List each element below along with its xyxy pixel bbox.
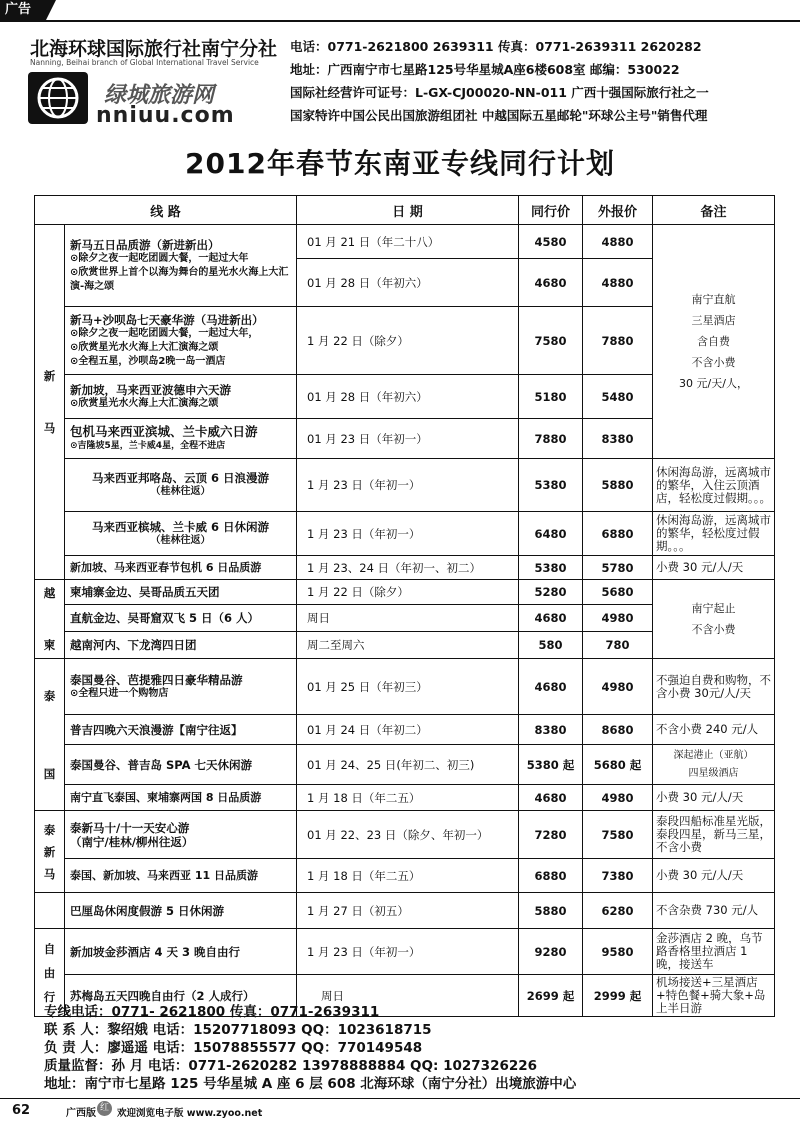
route-cell: 新加坡金莎酒店 4 天 3 晚自由行 [65,929,297,975]
footer-hotline: 专线电话：0771- 2621800 传真：0771-2639311 [44,1004,380,1020]
peer-price-cell: 7280 [519,811,583,859]
date-cell: 01 月 23 日（年初一） [297,419,519,459]
date-cell: 01 月 28 日（年初六） [297,259,519,307]
peer-price-cell: 580 [519,631,583,658]
agency-name: 北海环球国际旅行社南宁分社 [30,38,278,60]
date-cell: 1 月 22 日（除夕） [297,307,519,375]
retail-price-cell: 4980 [583,659,653,715]
page-title: 2012年春节东南亚专线同行计划 [185,147,615,180]
table-row [35,785,775,811]
route-cell: 苏梅岛五天四晚自由行（2 人成行） [65,975,297,1017]
remark-cell: 不含杂费 730 元/人 [653,893,775,929]
route-cell: 包机马来西亚滨城、兰卡威六日游 ⊙吉隆坡5星，兰卡威4星，全程不进店 [65,419,297,459]
route-cell: 马来西亚槟城、兰卡威 6 日休闲游 （桂林往返） [65,512,297,556]
date-cell: 1 月 22 日（除夕） [297,580,519,605]
page-number: 62 [12,1103,31,1118]
retail-price-cell: 8680 [583,715,653,745]
route-cell: 柬埔寨金边、吴哥品质五天团 [65,580,297,605]
website-link[interactable]: 欢迎浏览电子版 www.zyoo.net [117,1108,263,1119]
license-number: 国际社经营许可证号：L-GX-CJ00020-NN-011 广西十强国际旅行社之一 [290,85,709,100]
remark-cell: 机场接送+三星酒店+特色餐+骑大象+岛上半日游 [653,975,775,1017]
date-cell: 1 月 18 日（年二五） [297,785,519,811]
date-cell: 周日 [297,604,519,631]
retail-price-cell: 2999 起 [583,975,653,1017]
table-row [35,556,775,580]
route-cell: 巴厘岛休闲度假游 5 日休闲游 [65,893,297,929]
retail-price-cell: 5480 [583,375,653,419]
date-cell: 周二至周六 [297,631,519,658]
top-rule [0,20,800,22]
footer-address: 地址：南宁市七星路 125 号华星城 A 座 6 层 608 北海环球（南宁分社）出境旅游中心 [44,1076,577,1092]
peer-price-cell: 5880 [519,893,583,929]
header-peer-price: 同行价 [519,196,583,225]
table-row [35,459,775,512]
header-retail-price: 外报价 [583,196,653,225]
peer-price-cell: 4580 [519,225,583,259]
route-cell: 新加坡，马来西亚波德申六天游 ⊙欣赏星光水火海上大汇演海之颂 [65,375,297,419]
peer-price-cell: 5180 [519,375,583,419]
retail-price-cell: 4980 [583,785,653,811]
retail-price-cell: 4880 [583,259,653,307]
category-ziyouxing: 自 由 行 [35,929,65,1017]
route-cell: 马来西亚邦咯岛、云顶 6 日浪漫游 （桂林往返） [65,459,297,512]
peer-price-cell: 5380 [519,556,583,580]
table-row [35,929,775,975]
date-cell: 01 月 28 日（年初六） [297,375,519,419]
route-cell: 泰新马十/十一天安心游 （南宁/桂林/柳州往返） [65,811,297,859]
remark-merged-yuejian: 南宁起止 不含小费 [653,580,775,659]
date-cell: 01 月 22、23 日（除夕、年初一） [297,811,519,859]
peer-price-cell: 7580 [519,307,583,375]
peer-price-cell: 5380 [519,459,583,512]
bottom-rule [0,1098,800,1099]
table-header-row [35,196,775,225]
peer-price-cell: 5380 起 [519,745,583,785]
table-row [35,512,775,556]
peer-price-cell: 9280 [519,929,583,975]
date-cell: 1 月 23 日（年初一） [297,512,519,556]
remark-cell: 不强迫自费和购物，不含小费 30元/人/天 [653,659,775,715]
remark-cell: 小费 30 元/人/天 [653,556,775,580]
peer-price-cell: 6880 [519,859,583,893]
category-tai: 泰 国 [35,659,65,811]
route-cell: 新马五日品质游（新进新出） ⊙除夕之夜一起吃团圆大餐，一起过大年 ⊙欣赏世界上首个以海为舞台的星光水火海上大汇演-海之颂 [65,225,297,307]
remark-merged-xinma: 南宁直航 三星酒店 含自费 不含小费 30 元/天/人， [653,225,775,459]
peer-price-cell: 8380 [519,715,583,745]
table-row [35,715,775,745]
retail-price-cell: 8380 [583,419,653,459]
peer-price-cell: 2699 起 [519,975,583,1017]
footer-quality-supervisor: 质量监督：孙 月 电话：0771-2620282 13978888884 QQ: 1027326226 [44,1058,538,1074]
retail-price-cell: 4880 [583,225,653,259]
footer-manager: 负 责 人：廖遥遥 电话：15078855577 QQ：770149548 [44,1040,423,1056]
route-cell: 直航金边、吴哥窟双飞 5 日（6 人） [65,604,297,631]
table-row [35,745,775,785]
route-cell: 南宁直飞泰国、柬埔寨两国 8 日品质游 [65,785,297,811]
tour-plan-table [34,195,775,1017]
category-yuejian: 越 柬 [35,580,65,659]
retail-price-cell: 5780 [583,556,653,580]
brand-url: nniuu.com [96,103,235,128]
date-cell: 1 月 27 日（初五） [297,893,519,929]
date-cell: 周日 [297,975,519,1017]
route-cell: 越南河内、下龙湾四日团 [65,631,297,658]
retail-price-cell: 6880 [583,512,653,556]
route-cell: 普吉四晚六天浪漫游【南宁往返】 [65,715,297,745]
globe-logo-icon [28,72,88,124]
remark-cell: 休闲海岛游，远离城市的繁华，入住云顶酒店，轻松度过假期。。。 [653,459,775,512]
peer-price-cell: 5280 [519,580,583,605]
retail-price-cell: 7380 [583,859,653,893]
date-cell: 01 月 24 日（年初二） [297,715,519,745]
header-date: 日 期 [297,196,519,225]
peer-price-cell: 4680 [519,785,583,811]
date-cell: 1 月 23、24 日（年初一、初二） [297,556,519,580]
brand-name: 绿城旅游网 [104,83,215,108]
remark-cell: 不含小费 240 元/人 [653,715,775,745]
retail-price-cell: 6280 [583,893,653,929]
date-cell: 1 月 23 日（年初一） [297,459,519,512]
footer-contact-person: 联 系 人：黎绍娥 电话：15207718093 QQ：1023618715 [44,1022,432,1038]
peer-price-cell: 4680 [519,259,583,307]
agency-credentials: 国家特许中国公民出国旅游组团社 中越国际五星邮轮"环球公主号"销售代理 [290,108,708,123]
category-empty [35,893,65,929]
agency-english-name: Nanning, Beihai branch of Global International Travel Service [30,58,259,67]
retail-price-cell: 7580 [583,811,653,859]
retail-price-cell: 4980 [583,604,653,631]
magazine-logo-icon: 红 [97,1101,112,1116]
retail-price-cell: 7880 [583,307,653,375]
remark-cell: 泰段四船标准星光版，泰段四星，新马三星，不含小费 [653,811,775,859]
table-row [35,859,775,893]
route-cell: 泰国曼谷、普吉岛 SPA 七天休闲游 [65,745,297,785]
route-cell: 新加坡、马来西亚春节包机 6 日品质游 [65,556,297,580]
peer-price-cell: 4680 [519,604,583,631]
retail-price-cell: 5680 起 [583,745,653,785]
date-cell: 1 月 18 日（年二五） [297,859,519,893]
table-row [35,659,775,715]
table-row [35,580,775,605]
date-cell: 01 月 24、25 日(年初二、初三) [297,745,519,785]
table-row [35,893,775,929]
contact-address: 地址：广西南宁市七星路125号华星城A座6楼608室 邮编：530022 [290,62,680,77]
retail-price-cell: 9580 [583,929,653,975]
route-cell: 泰国、新加坡、马来西亚 11 日品质游 [65,859,297,893]
retail-price-cell: 5680 [583,580,653,605]
edition-label: 广西版 [66,1108,96,1119]
header-remarks: 备注 [653,196,775,225]
route-cell: 新马+沙呗岛七天豪华游（马进新出） ⊙除夕之夜一起吃团圆大餐，一起过大年， ⊙欣赏星光水火海上大汇演海之颂 ⊙全程五星，沙呗岛2晚一岛一酒店 [65,307,297,375]
date-cell: 01 月 21 日（年二十八） [297,225,519,259]
category-taixinma: 泰 新 马 [35,811,65,893]
retail-price-cell: 780 [583,631,653,658]
peer-price-cell: 4680 [519,659,583,715]
remark-cell: 休闲海岛游，远离城市的繁华，轻松度过假期。。。 [653,512,775,556]
remark-cell: 金莎酒店 2 晚，乌节路香格里拉酒店 1 晚，接送车 [653,929,775,975]
table-row [35,811,775,859]
contact-phone-fax: 电话：0771-2621800 2639311 传真：0771-2639311 2620282 [290,39,702,54]
remark-cell: 小费 30 元/人/天 [653,785,775,811]
table-row [35,225,775,259]
ad-tag: 广告 [0,0,46,20]
date-cell: 01 月 25 日（年初三） [297,659,519,715]
date-cell: 1 月 23 日（年初一） [297,929,519,975]
remark-cell: 小费 30 元/人/天 [653,859,775,893]
remark-cell: 深起港止（亚航） 四星级酒店 [653,745,775,785]
retail-price-cell: 5880 [583,459,653,512]
peer-price-cell: 6480 [519,512,583,556]
peer-price-cell: 7880 [519,419,583,459]
category-xinma: 新 马 [35,225,65,580]
route-cell: 泰国曼谷、芭提雅四日豪华精品游 ⊙全程只进一个购物店 [65,659,297,715]
header-route: 线 路 [35,196,297,225]
